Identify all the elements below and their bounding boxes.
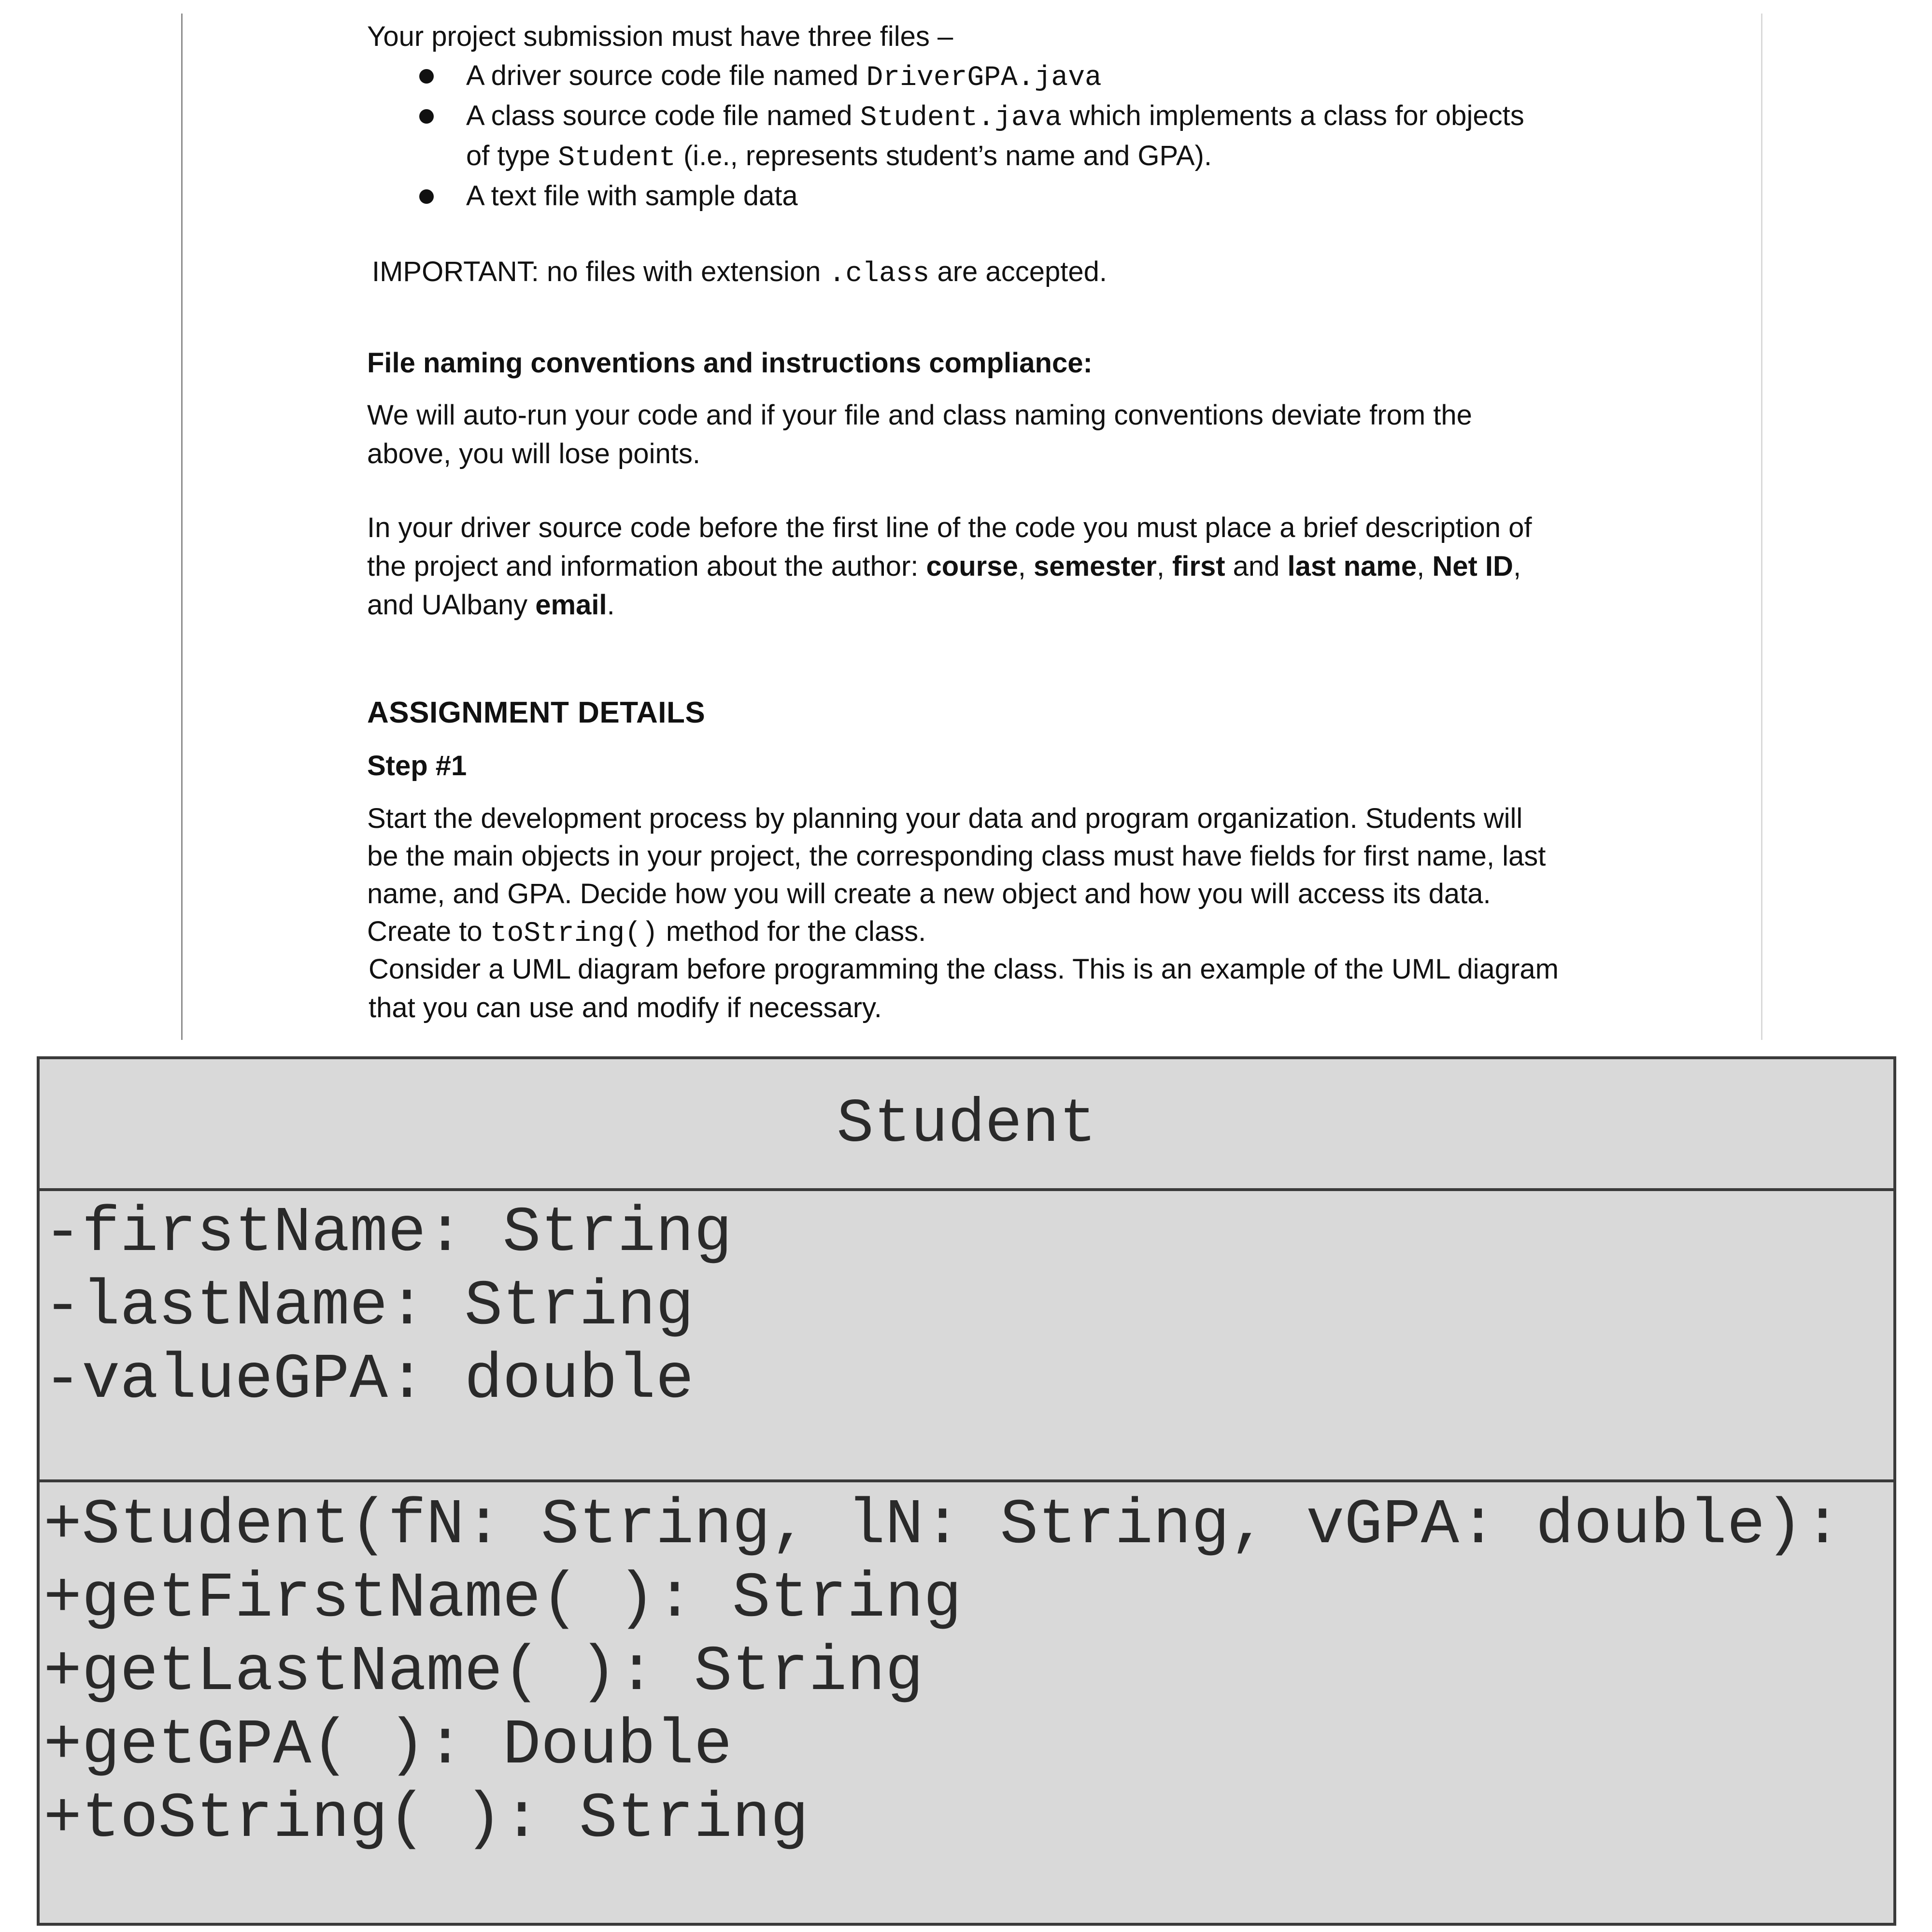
assignment-heading: ASSIGNMENT DETAILS <box>367 696 706 729</box>
bullet-icon <box>419 189 434 204</box>
conventions-para1-line2: above, you will lose points. <box>367 438 700 469</box>
uml-divider <box>40 1188 1893 1191</box>
file-item-student-line2: of type Student (i.e., represents student’s name and GPA). <box>466 140 1212 174</box>
uml-field: -valueGPA: double <box>43 1344 694 1416</box>
uml-class-diagram <box>37 1056 1896 1926</box>
page-left-border <box>181 14 183 1040</box>
tostring-line: Create to toString() method for the class. <box>367 916 926 950</box>
submission-lead: Your project submission must have three files – <box>367 21 953 52</box>
file-item-driver: A driver source code file named DriverGPA.java <box>466 60 1102 94</box>
assignment-line2: be the main objects in your project, the corresponding class must have fields for first name, last <box>367 840 1546 872</box>
conventions-para2-line2: the project and information about the author: course, semester, first and last name, Net ID, <box>367 551 1521 582</box>
step-heading: Step #1 <box>367 750 467 781</box>
uml-field: -lastName: String <box>43 1270 694 1343</box>
uml-intro-line2: that you can use and modify if necessary. <box>369 992 882 1023</box>
uml-method: +getGPA( ): Double <box>43 1709 732 1782</box>
uml-divider <box>40 1479 1893 1482</box>
conventions-heading: File naming conventions and instructions compliance: <box>367 347 1093 379</box>
assignment-line1: Start the development process by planning your data and program organization. Students will <box>367 803 1523 834</box>
page-right-border <box>1761 14 1762 1040</box>
uml-intro-line1: Consider a UML diagram before programming the class. This is an example of the UML diagram <box>369 953 1559 985</box>
uml-field: -firstName: String <box>43 1197 732 1269</box>
uml-method: +getFirstName( ): String <box>43 1563 962 1635</box>
file-item-text: A text file with sample data <box>466 180 798 212</box>
uml-method: +getLastName( ): String <box>43 1636 923 1708</box>
uml-class-name: Student <box>837 1089 1096 1160</box>
bullet-icon <box>419 69 434 84</box>
file-item-student: A class source code file named Student.java which implements a class for objects <box>466 100 1524 134</box>
assignment-line3: name, and GPA. Decide how you will create a new object and how you will access its data. <box>367 878 1491 909</box>
important-note: IMPORTANT: no files with extension .class are accepted. <box>372 256 1107 290</box>
bullet-icon <box>419 109 434 124</box>
conventions-para2-line1: In your driver source code before the first line of the code you must place a brief description of <box>367 512 1532 543</box>
uml-method: +Student(fN: String, lN: String, vGPA: double): <box>43 1489 1842 1562</box>
uml-method: +toString( ): String <box>43 1783 809 1855</box>
conventions-para2-line3: and UAlbany email. <box>367 589 615 621</box>
conventions-para1-line1: We will auto-run your code and if your file and class naming conventions deviate from the <box>367 399 1472 431</box>
